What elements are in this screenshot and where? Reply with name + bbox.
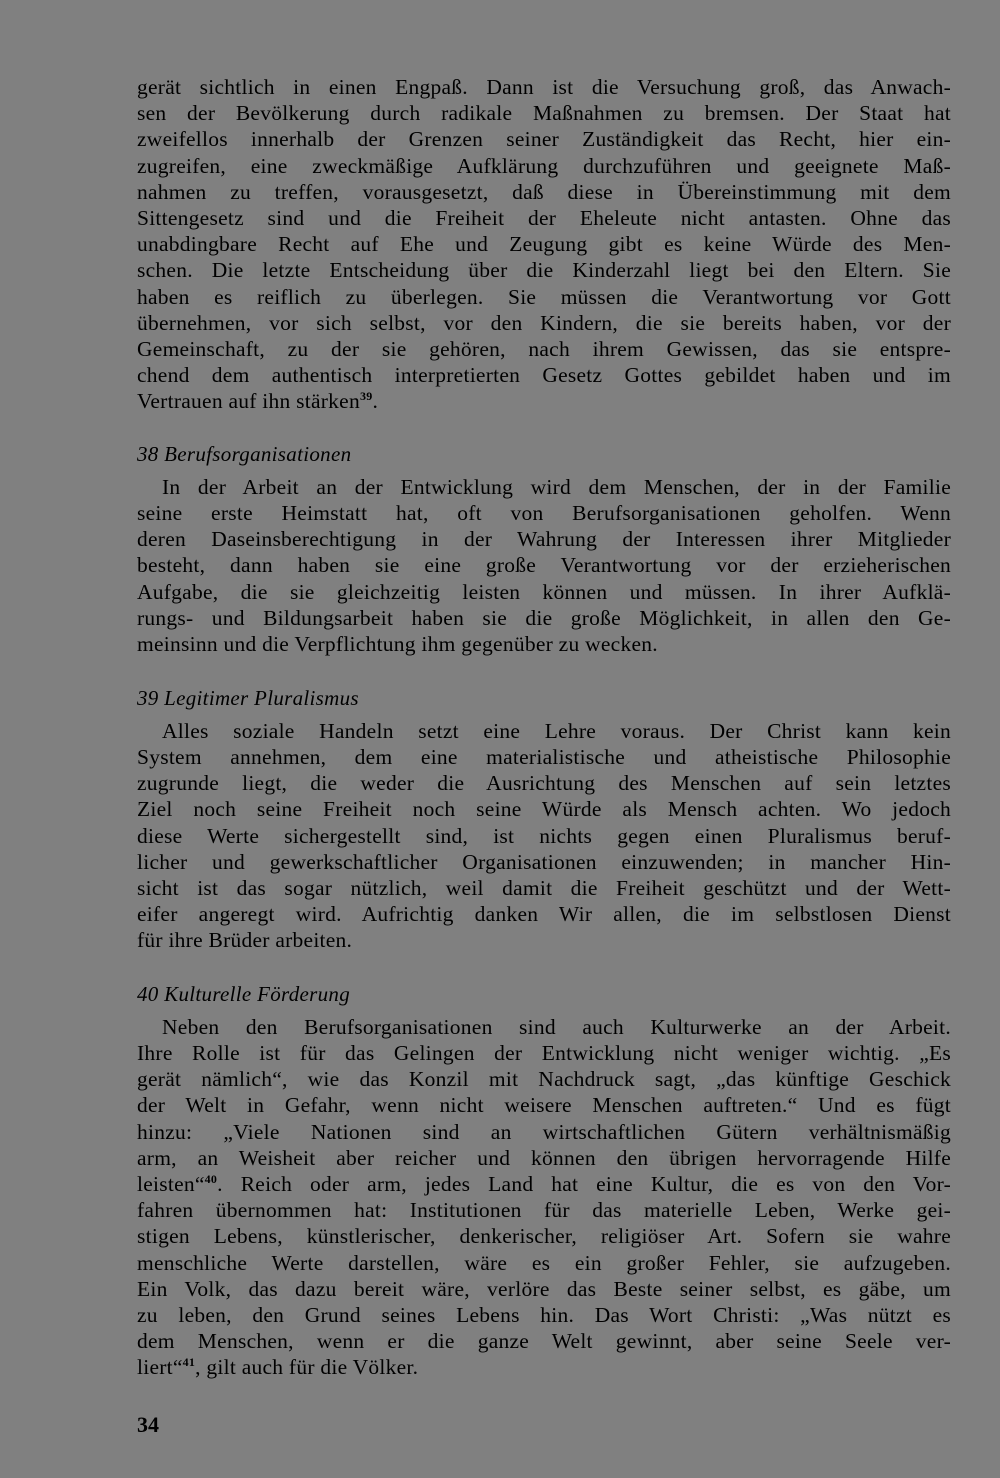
text-line: zugrunde liegt, die weder die Ausrichtung des Menschen auf sein letztes (137, 771, 951, 796)
text-line: unabdingbare Recht auf Ehe und Zeugung gibt es keine Würde des Men- (137, 232, 951, 257)
section-40-paragraph (137, 1014, 951, 1040)
section-heading-39: 39 Legitimer Pluralismus (137, 686, 359, 710)
text-line: diese Werte sichergestellt sind, ist nichts gegen einen Pluralismus beruf- (137, 823, 951, 848)
text-fragment: Vertrauen auf ihn stärken (137, 389, 360, 414)
text-line: System annehmen, dem eine materialistische und atheistische Philosophie (137, 745, 951, 769)
text-line: Ihre Rolle ist für das Gelingen der Entwicklung nicht weniger wichtig. „Es (137, 1041, 951, 1065)
text-line: fahren übernommen hat: Institutionen für das materielle Leben, Werke gei- (137, 1198, 951, 1223)
footnote-marker: 41 (182, 1355, 196, 1370)
section-40-paragraph-cont (137, 1040, 951, 1381)
text-line: für ihre Brüder arbeiten. (137, 928, 353, 953)
text-line: stigen Lebens, künstlerischer, denkerischer, religiöser Art. Sofern sie wahre (137, 1224, 951, 1249)
footnote-marker: 40 (204, 1172, 218, 1187)
section-39-paragraph-cont (137, 744, 951, 954)
text-line: gerät nämlich“, wie das Konzil mit Nachdruck sagt, „das künftige Geschick (137, 1067, 951, 1092)
text-line: chend dem authentisch interpretierten Gesetz Gottes gebildet haben und im (137, 363, 951, 388)
text-line: seine erste Heimstatt hat, oft von Berufsorganisationen geholfen. Wenn (137, 501, 951, 525)
text-line: Aufgabe, die sie gleichzeitig leisten können und müssen. In ihrer Aufklä- (137, 579, 951, 604)
text-line: sicht ist das sogar nützlich, weil damit die Freiheit geschützt und der Wett- (137, 876, 951, 901)
text-line: zugreifen, eine zweckmäßige Aufklärung durchzuführen und geeignete Maß- (137, 153, 951, 178)
text-fragment: . Reich oder arm, jedes Land hat eine Kultur, die es von den Vor- (217, 1172, 951, 1197)
text-line: Gemeinschaft, zu der sie gehören, nach ihrem Gewissen, das sie entspre- (137, 337, 951, 362)
text-line: licher und gewerkschaftlicher Organisationen einzuwenden; in mancher Hin- (137, 849, 951, 874)
text-line: Sittengesetz sind und die Freiheit der Eheleute nicht antasten. Ohne das (137, 206, 951, 231)
text-line: zu leben, den Grund seines Lebens hin. Das Wort Christi: „Was nützt es (137, 1303, 951, 1328)
footnote-marker: 39 (359, 389, 373, 404)
text-line: In der Arbeit an der Entwicklung wird dem Menschen, der in der Familie (162, 475, 951, 499)
text-line (137, 1354, 951, 1380)
text-line: eifer angeregt wird. Aufrichtig danken Wir allen, die im selbstlosen Dienst (137, 902, 951, 927)
section-39-paragraph (137, 718, 951, 744)
text-line: Ziel noch seine Freiheit noch seine Würde als Mensch achten. Wo jedoch (137, 797, 951, 822)
text-line (137, 1171, 951, 1197)
text-line: haben es reiflich zu überlegen. Sie müssen die Verantwortung vor Gott (137, 284, 951, 309)
text-line: arm, an Weisheit aber reicher und können den übrigen hervorragende Hilfe (137, 1145, 951, 1170)
text-fragment: liert“ (137, 1355, 183, 1380)
section-38-paragraph (137, 474, 951, 500)
text-fragment: , gilt auch für die Völker. (195, 1355, 419, 1380)
section-heading-38: 38 Berufsorganisationen (137, 442, 352, 466)
page-number: 34 (137, 1412, 159, 1437)
text-line: deren Daseinsberechtigung in der Wahrung der Interessen ihrer Mitglieder (137, 527, 951, 552)
text-line: hinzu: „Viele Nationen sind an wirtschaftlichen Gütern verhältnismäßig (137, 1119, 951, 1144)
text-fragment: leisten“ (137, 1172, 205, 1197)
text-line: dem Menschen, wenn er die ganze Welt gewinnt, aber seine Seele ver- (137, 1329, 951, 1354)
text-line: menschliche Werte darstellen, wäre es ein großer Fehler, sie aufzugeben. (137, 1250, 951, 1275)
page-text (137, 74, 951, 1464)
text-line: schen. Die letzte Entscheidung über die Kinderzahl liegt bei den Eltern. Sie (137, 258, 951, 283)
text-line: rungs- und Bildungsarbeit haben sie die große Möglichkeit, in allen den Ge- (137, 605, 951, 630)
intro-paragraph (137, 74, 951, 415)
text-line: nahmen zu treffen, vorausgesetzt, daß diese in Übereinstimmung mit dem (137, 179, 951, 204)
section-38-paragraph-cont (137, 500, 951, 657)
text-line: besteht, dann haben sie eine große Verantwortung vor der erzieherischen (137, 553, 951, 578)
text-line: Alles soziale Handeln setzt eine Lehre voraus. Der Christ kann kein (162, 719, 951, 743)
text-line: meinsinn und die Verpflichtung ihm gegenüber zu wecken. (137, 632, 658, 657)
text-line: der Welt in Gefahr, wenn nicht weisere Menschen auftreten.“ Und es fügt (137, 1093, 951, 1118)
text-line: zweifellos innerhalb der Grenzen seiner Zuständigkeit das Recht, hier ein- (137, 127, 951, 152)
text-line: Neben den Berufsorganisationen sind auch Kulturwerke an der Arbeit. (162, 1015, 951, 1039)
text-line: Ein Volk, das dazu bereit wäre, verlöre das Beste seiner selbst, es gäbe, um (137, 1276, 951, 1301)
text-fragment: . (372, 389, 379, 414)
text-line: übernehmen, vor sich selbst, vor den Kindern, die sie bereits haben, vor der (137, 310, 951, 335)
text-line (137, 388, 951, 414)
text-line: sen der Bevölkerung durch radikale Maßnahmen zu bremsen. Der Staat hat (137, 101, 951, 126)
section-heading-40: 40 Kulturelle Förderung (137, 982, 350, 1006)
text-line: gerät sichtlich in einen Engpaß. Dann ist die Versuchung groß, das Anwach- (137, 75, 951, 99)
